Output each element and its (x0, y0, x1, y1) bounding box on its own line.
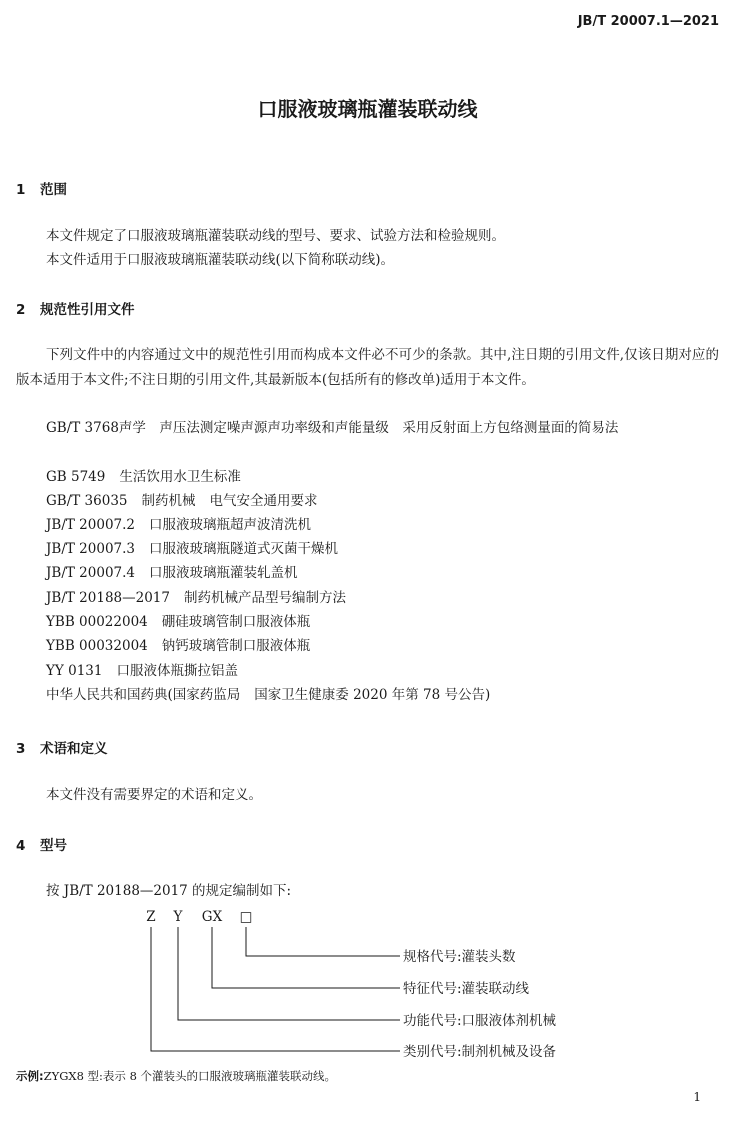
reference-title: 声学 声压法测定噪声源声功率级和声能量级 采用反射面上方包络测量面的简易法 (118, 420, 619, 436)
reference-title: 制药机械 (141, 493, 196, 509)
section-number: 3 (16, 741, 26, 757)
label-function-code: 功能代号:口服液体剂机械 (403, 1013, 557, 1029)
reference-code: 中华人民共和国药典(国家药监局 (46, 687, 241, 703)
leader-line-feature (212, 927, 400, 988)
model-code-y: Y (173, 909, 183, 925)
example-text: ZYGX8 型:表示 8 个灌装头的口服液玻璃瓶灌装联动线。 (43, 1069, 337, 1083)
section-heading-3 (16, 737, 108, 757)
reference-item (46, 561, 298, 586)
reference-item (46, 659, 238, 684)
document-code: JB/T 20007.1—2021 (577, 14, 719, 29)
model-code-box: □ (239, 909, 253, 925)
reference-code: JB/T 20188—2017 (46, 590, 170, 606)
model-designation-diagram (0, 900, 735, 1070)
reference-code: YBB 00022004 (46, 614, 148, 630)
reference-code: JB/T 20007.4 (46, 565, 136, 581)
reference-title: 钠钙玻璃管制口服液体瓶 (161, 638, 311, 654)
section-heading-2 (16, 298, 135, 318)
section-title: 范围 (40, 182, 67, 198)
paragraph: 本文件没有需要界定的术语和定义。 (46, 787, 262, 803)
reference-title: 电气安全通用要求 (209, 493, 318, 509)
section-title: 规范性引用文件 (40, 302, 135, 318)
reference-item (46, 634, 310, 659)
leader-line-function (178, 927, 400, 1020)
reference-code: JB/T 20007.3 (46, 541, 136, 557)
reference-code: GB/T 36035 (46, 493, 128, 509)
section-title: 型号 (40, 838, 67, 854)
reference-code: GB/T 3768 (46, 420, 119, 436)
paragraph: 本文件规定了口服液玻璃瓶灌装联动线的型号、要求、试验方法和检验规则。 (46, 228, 505, 244)
paragraph: 本文件适用于口服液玻璃瓶灌装联动线(以下简称联动线)。 (46, 252, 395, 268)
label-spec-code: 规格代号:灌装头数 (403, 949, 516, 965)
section-number: 4 (16, 838, 26, 854)
paragraph: 按 JB/T 20188—2017 的规定编制如下: (46, 883, 292, 899)
reference-code: YY 0131 (46, 663, 103, 679)
leader-line-category (151, 927, 400, 1051)
reference-title: 口服液体瓶撕拉铝盖 (116, 663, 238, 679)
section-number: 1 (16, 182, 26, 198)
model-code-gx: GX (201, 909, 223, 925)
reference-title: 国家卫生健康委 2020 年第 78 号公告) (254, 687, 491, 703)
reference-title: 口服液玻璃瓶超声波清洗机 (149, 517, 312, 533)
section-heading-1 (16, 178, 67, 198)
paragraph: 下列文件中的内容通过文中的规范性引用而构成本文件必不可少的条款。其中,注日期的引用文件,仅该日期对应的版本适用于本文件;不注日期的引用文件,其最新版本(包括所有的修改单)适用于本文件。 (16, 347, 719, 388)
reference-code: YBB 00032004 (46, 638, 148, 654)
page-number: 1 (693, 1090, 701, 1104)
reference-code: GB 5749 (46, 469, 106, 485)
section-title: 术语和定义 (40, 741, 108, 757)
label-feature-code: 特征代号:灌装联动线 (403, 981, 530, 997)
reference-title: 生活饮用水卫生标准 (119, 469, 241, 485)
leader-line-spec (246, 927, 400, 956)
reference-item (46, 586, 346, 611)
reference-title: 口服液玻璃瓶隧道式灭菌干燥机 (149, 541, 339, 557)
reference-title: 硼硅玻璃管制口服液体瓶 (161, 614, 311, 630)
reference-item (46, 610, 310, 635)
section-number: 2 (16, 302, 26, 318)
example-note (16, 1068, 336, 1084)
page-title: 口服液玻璃瓶灌装联动线 (257, 97, 478, 121)
reference-item (46, 537, 338, 562)
reference-item (46, 683, 490, 708)
label-category-code: 类别代号:制剂机械及设备 (403, 1044, 557, 1060)
reference-item (46, 513, 311, 538)
reference-item (46, 489, 318, 514)
example-tag: 示例: (16, 1069, 44, 1083)
reference-code: JB/T 20007.2 (46, 517, 136, 533)
reference-title: 制药机械产品型号编制方法 (183, 590, 346, 606)
model-code-z: Z (146, 909, 156, 925)
reference-item (16, 416, 719, 441)
section-heading-4 (16, 834, 67, 854)
reference-item (46, 465, 241, 490)
reference-title: 口服液玻璃瓶灌装轧盖机 (149, 565, 298, 581)
